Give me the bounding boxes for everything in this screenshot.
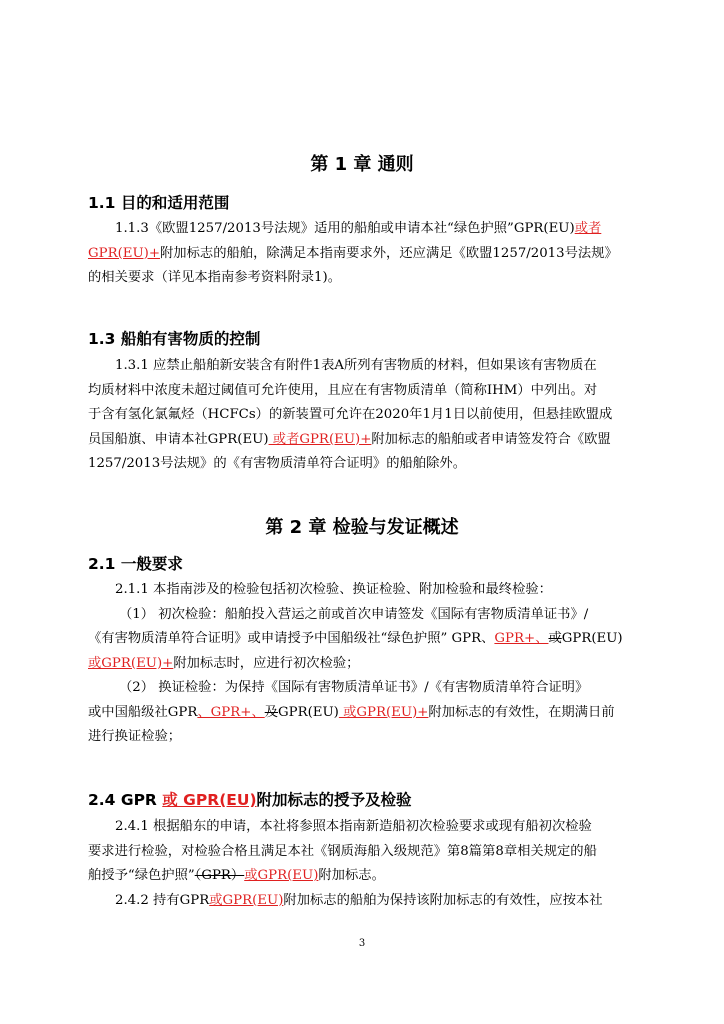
section-1-3-heading: 1.3 船舶有害物质的控制 bbox=[88, 330, 261, 348]
text-line: 1257/2013号法规》的《有害物质清单符合证明》的船舶除外。 bbox=[88, 456, 466, 471]
section-2-4-body bbox=[88, 815, 642, 913]
deleted-text: （GPR） bbox=[194, 868, 245, 883]
text-span: 附加标志时，应进行初次检验； bbox=[173, 655, 360, 671]
text-span: 2.4 GPR bbox=[88, 791, 163, 809]
text-span: 附加标志的船舶或者申请签发符合《欧盟 bbox=[371, 431, 611, 447]
text-line bbox=[88, 627, 642, 652]
section-1-1-heading: 1.1 目的和适用范围 bbox=[88, 194, 230, 212]
text-line: （2） 换证检验：为保持《国际有害物质清单证书》/《有害物质清单符合证明》 bbox=[119, 680, 589, 695]
section-2-1-body bbox=[88, 578, 642, 750]
text-span: 《有害物质清单符合证明》或申请授予中国船级社“绿色护照” GPR、 bbox=[88, 631, 495, 646]
inserted-text: 或GPR(EU)+ bbox=[338, 704, 429, 720]
inserted-text: 、GPR+、 bbox=[197, 704, 265, 720]
text-line: 于含有氢化氯氟烃（HCFCs）的新装置可允许在2020年1月1日以前使用，但悬挂欧盟成 bbox=[88, 407, 613, 422]
section-1-1-body bbox=[88, 217, 642, 291]
text-line: 2.1.1 本指南涉及的检验包括初次检验、换证检验、附加检验和最终检验： bbox=[115, 582, 552, 597]
section-2-1-heading: 2.1 一般要求 bbox=[88, 555, 183, 573]
deleted-text: 或 bbox=[548, 631, 562, 646]
inserted-text: GPR+、 bbox=[494, 631, 549, 646]
text-line: 要求进行检验，对检验合格且满足本社《钢质海船入级规范》第8篇第8章相关规定的船 bbox=[88, 843, 597, 859]
inserted-text: 或者GPR(EU)+ bbox=[268, 431, 372, 447]
text-line bbox=[88, 428, 642, 453]
text-line: 进行换证检验； bbox=[88, 729, 182, 744]
deleted-text: 及 bbox=[264, 704, 278, 720]
inserted-text: 或GPR(EU) bbox=[244, 868, 319, 883]
text-line bbox=[88, 217, 642, 242]
text-span: 附加标志的船舶，除满足本指南要求外，还应满足《欧盟1257/2013号法规》 bbox=[160, 245, 618, 261]
text-span: 员国船旗、申请本社GPR(EU) bbox=[88, 431, 269, 447]
text-line: 均质材料中浓度未超过阈值可允许使用，且应在有害物质清单（简称IHM）中列出。对 bbox=[88, 382, 598, 398]
text-line: （1） 初次检验：船舶投入营运之前或首次申请签发《国际有害物质清单证书》/ bbox=[119, 606, 589, 622]
text-line: 2.4.1 根据船东的申请，本社将参照本指南新造船初次检验要求或现有船初次检验 bbox=[115, 819, 592, 834]
text-span: 1.1.3《欧盟1257/2013号法规》适用的船舶或申请本社“绿色护照”GPR(EU) bbox=[115, 221, 575, 236]
text-line: 的相关要求（详见本指南参考资料附录1)。 bbox=[88, 270, 341, 285]
chapter-1-title: 第 1 章 通则 bbox=[310, 154, 414, 175]
inserted-text: 或GPR(EU)+ bbox=[88, 655, 174, 671]
section-1-3-body bbox=[88, 354, 642, 477]
inserted-text: 或者 bbox=[574, 221, 602, 236]
text-span: GPR(EU) bbox=[278, 704, 339, 720]
text-span: GPR(EU) bbox=[561, 631, 623, 646]
text-line: 1.3.1 应禁止船舶新安装含有附件1表A所列有害物质的材料，但如果该有害物质在 bbox=[115, 358, 597, 373]
text-span: 舶授予“绿色护照” bbox=[88, 868, 195, 883]
text-span: 2.4.2 持有GPR bbox=[115, 892, 210, 908]
text-span: 附加标志的船舶为保持该附加标志的有效性，应按本社 bbox=[283, 892, 603, 908]
text-span: 附加标志的授予及检验 bbox=[256, 791, 412, 809]
text-line bbox=[88, 864, 642, 889]
page-number: 3 bbox=[358, 938, 366, 949]
text-line bbox=[88, 701, 642, 726]
inserted-text: 或 GPR(EU) bbox=[162, 791, 257, 809]
section-2-4-heading bbox=[88, 788, 412, 810]
inserted-text: 或GPR(EU) bbox=[209, 892, 284, 908]
text-line bbox=[88, 652, 642, 677]
text-span: 附加标志。 bbox=[318, 868, 385, 883]
text-line bbox=[88, 242, 642, 267]
text-span: 附加标志的有效性，在期满日前 bbox=[428, 704, 615, 720]
text-line bbox=[88, 889, 642, 914]
text-span: 或中国船级社GPR bbox=[88, 704, 198, 720]
inserted-text: GPR(EU)+ bbox=[88, 245, 161, 261]
chapter-2-title: 第 2 章 检验与发证概述 bbox=[265, 517, 459, 538]
